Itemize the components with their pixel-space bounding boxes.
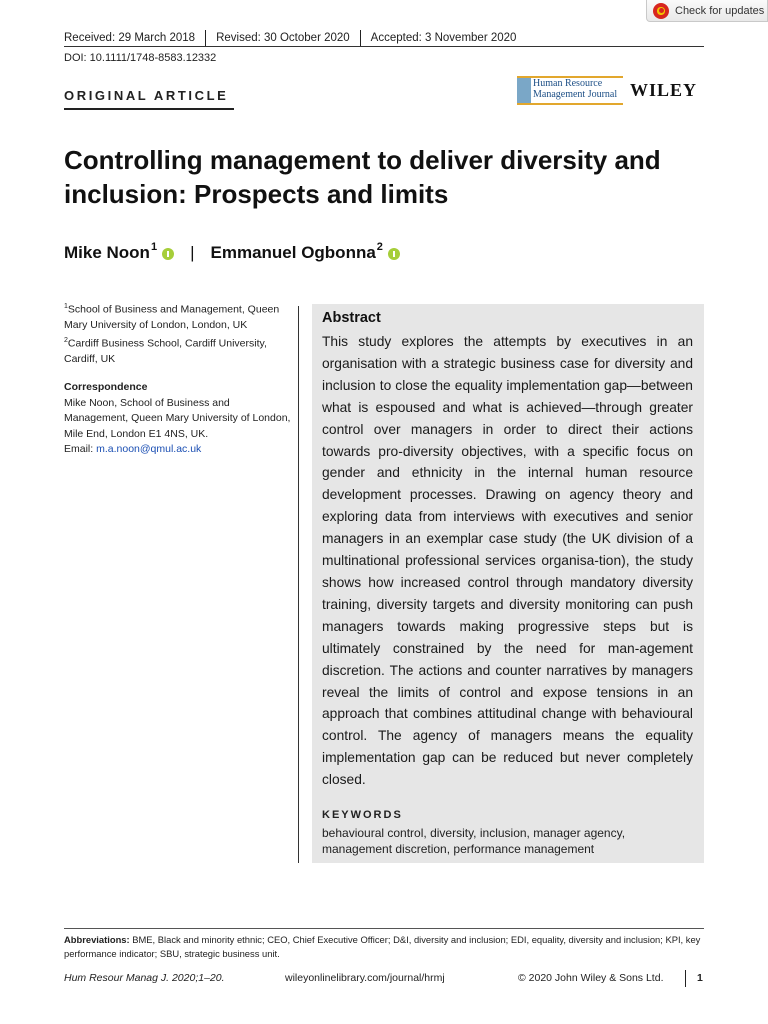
journal-logo — [517, 76, 623, 105]
journal-url[interactable]: wileyonlinelibrary.com/journal/hrmj — [285, 972, 445, 984]
author-separator: | — [190, 243, 195, 262]
article-dates — [64, 30, 704, 47]
publisher-logo: WILEY — [630, 80, 698, 100]
check-for-updates-label: Check for updates — [675, 4, 765, 17]
correspondence — [64, 380, 292, 458]
article-type-rule — [64, 108, 234, 110]
affiliation-marker: 2 — [64, 337, 68, 344]
footnote-rule — [64, 928, 704, 929]
journal-logo-line1: Human Resource — [533, 78, 603, 89]
accepted-date: Accepted: 3 November 2020 — [360, 30, 527, 47]
abbreviations-label: Abbreviations: — [64, 934, 130, 945]
crossmark-icon — [653, 3, 669, 19]
correspondence-heading: Correspondence — [64, 381, 148, 393]
affiliation-text: Cardiff Business School, Cardiff University, Cardiff, UK — [64, 337, 267, 365]
journal-logo-line2: Management Journal — [533, 88, 618, 100]
affiliation-1 — [64, 299, 292, 334]
journal-logo-bar — [517, 78, 531, 103]
affiliation-2 — [64, 333, 292, 368]
page-number: 1 — [697, 972, 703, 984]
doi[interactable]: DOI: 10.1111/1748-8583.12332 — [64, 52, 217, 64]
journal-citation: Hum Resour Manag J. 2020;1–20. — [64, 972, 225, 984]
affiliation-text: School of Business and Management, Queen Mary University of London, London, UK — [64, 303, 280, 331]
abbreviations-text: BME, Black and minority ethnic; CEO, Chief Executive Officer; D&I, diversity and inclusion; EDI, equality, diversity and inclusion; KPI, key performance indicator; SBU, strategic business unit. — [64, 934, 701, 959]
author-list — [64, 243, 400, 263]
header-rule — [64, 46, 704, 47]
keywords-text: behavioural control, diversity, inclusion, manager agency, management discretion, performance management — [322, 826, 626, 856]
abstract-text: This study explores the attempts by executives in an organisation with a strategic business case for diversity and inclusion to close the equality implementation gap—between what is espoused and what is achieved—through greater control over managers in order to direct their actions towards pro-diversity objectives, with a specific focus on gender and ethnicity in the internal human resource development processes. Drawing on agency theory and exploring data from interviews with executives and senior managers in an exemplar case study (the UK division of a multinational professional services organisa-tion), the study shows how increased control through mandatory diversity training, diversity targets and diversity monitoring can push managers towards making progressive steps but is ultimately constrained by the need for man-agement discretion. The actions and counter narratives by managers reveal the limits of control and expose tensions in an approach that combines attitudinal change with behavioural control. The agency of managers means the equality implementation gap can be reduced but never completely closed. — [322, 334, 693, 788]
received-date: Received: 29 March 2018 — [64, 32, 196, 44]
revised-date: Revised: 30 October 2020 — [205, 30, 360, 47]
keywords-heading: KEYWORDS — [322, 809, 403, 821]
article-type: ORIGINAL ARTICLE — [64, 88, 229, 103]
orcid-icon[interactable] — [388, 248, 400, 260]
author-name[interactable]: Mike Noon — [64, 243, 150, 262]
page-footer — [64, 970, 704, 988]
correspondence-email-line — [64, 442, 292, 458]
author-name[interactable]: Emmanuel Ogbonna — [210, 243, 376, 262]
check-for-updates-button[interactable] — [646, 0, 768, 22]
footer-divider — [685, 970, 686, 987]
article-title: Controlling management to deliver diversity and inclusion: Prospects and limits — [64, 145, 661, 209]
journal-logo-text — [533, 79, 617, 100]
abbreviations — [64, 933, 704, 961]
abstract-heading: Abstract — [322, 310, 381, 326]
affiliation-marker: 1 — [64, 303, 68, 310]
column-divider — [298, 306, 299, 863]
author-affiliation-marker: 2 — [376, 241, 383, 253]
copyright: © 2020 John Wiley & Sons Ltd. — [518, 972, 664, 984]
email-link[interactable]: m.a.noon@qmul.ac.uk — [96, 443, 202, 455]
orcid-icon[interactable] — [162, 248, 174, 260]
email-label: Email: — [64, 443, 97, 455]
author-affiliation-marker: 1 — [150, 241, 158, 253]
correspondence-text: Mike Noon, School of Business and Management, Queen Mary University of London, Mile End, London E1 4NS, UK. — [64, 396, 291, 440]
